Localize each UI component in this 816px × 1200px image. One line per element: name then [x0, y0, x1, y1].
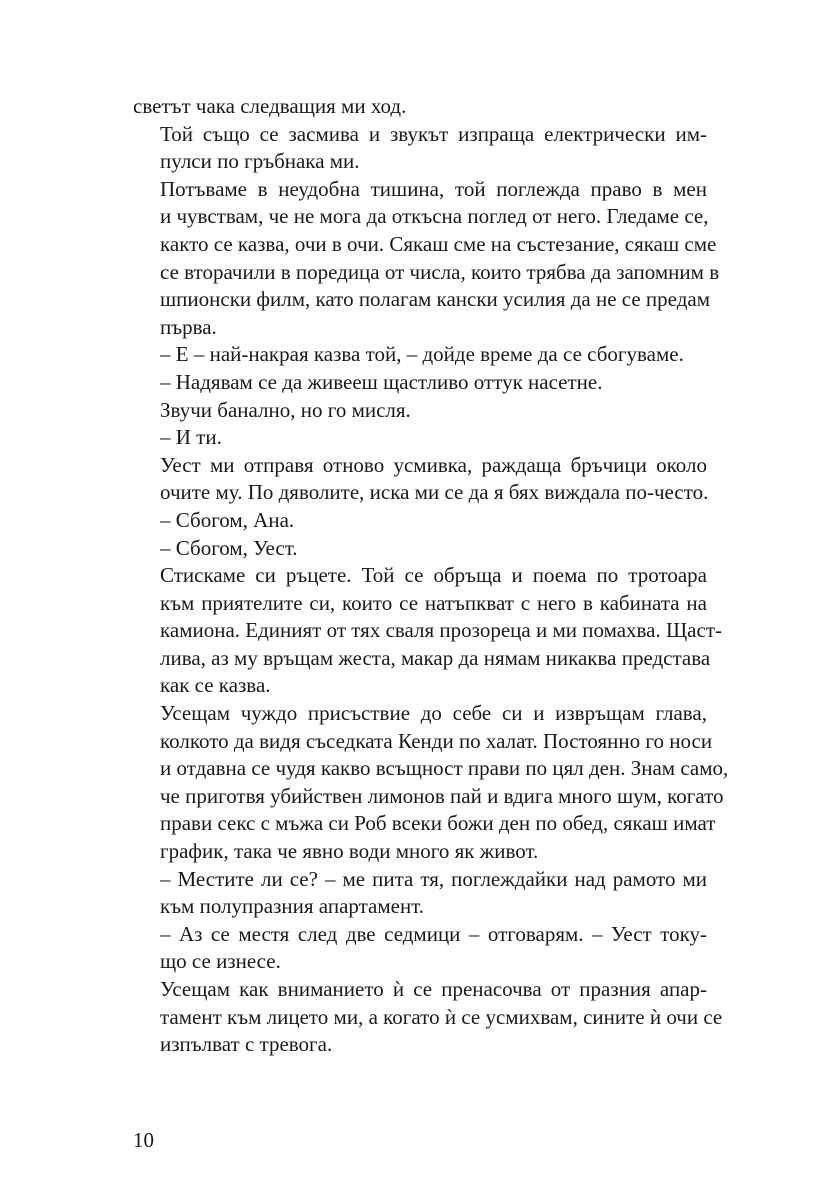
paragraph [133, 535, 707, 563]
paragraph [133, 562, 722, 700]
text-line: – Надявам се да живееш щастливо оттук насетне. [160, 369, 603, 394]
paragraph [133, 700, 729, 866]
text-line: прави секс с мъжа си Роб всеки божи ден по обед, сякаш имат [160, 811, 716, 836]
text-line: Звучи банално, но го мисля. [160, 397, 411, 422]
text-line: – Сбогом, Ана. [160, 507, 295, 532]
text-line: към приятелите си, които се натъпкват с него в кабината на [160, 590, 707, 615]
text-line: очите му. По дяволите, иска ми се да я бях виждала по-често. [160, 480, 709, 505]
text-line: Стискаме си ръцете. Той се обръща и поема по тротоара [160, 563, 707, 588]
paragraph [133, 176, 720, 342]
text-line: – И ти. [160, 425, 222, 450]
text-line: че приготвя убийствен лимонов пай и вдига много шум, когато [160, 783, 724, 808]
paragraph [133, 93, 707, 121]
text-line: как се казва. [160, 673, 271, 698]
text-line: колкото да видя съседката Кенди по халат. Постоянно го носи [160, 728, 713, 753]
text-line: Уест ми отправя отново усмивка, раждаща бръчици около [160, 452, 707, 477]
text-line: първа. [160, 314, 217, 339]
text-line: се вторачили в поредица от числа, които трябва да запомним в [160, 259, 720, 284]
paragraph [133, 341, 707, 369]
text-line: както се казва, очи в очи. Сякаш сме на състезание, сякаш сме [160, 231, 717, 256]
text-line: – Сбогом, Уест. [160, 535, 298, 560]
paragraph [133, 866, 707, 921]
paragraph [133, 921, 707, 976]
text-line: тамент към лицето ми, а когато ѝ се усмихвам, сините ѝ очи се [160, 1004, 723, 1029]
paragraph [133, 397, 707, 425]
text-line: – Аз се местя след две седмици – отговарям. – Уест току- [160, 921, 707, 946]
text-line: светът чака следващия ми ход. [133, 94, 407, 118]
text-line: към полупразния апартамент. [160, 894, 425, 919]
text-line: Потъваме в неудобна тишина, той поглежда право в мен [160, 176, 707, 201]
text-line: и отдавна се чудя какво всъщност прави по цял ден. Знам само, [160, 756, 729, 781]
paragraph [133, 507, 707, 535]
text-line: камиона. Единият от тях сваля прозореца и ми помахва. Щаст- [160, 618, 722, 643]
paragraph [133, 976, 723, 1059]
text-line: пулси по гръбнака ми. [160, 149, 360, 174]
text-line: изпълват с тревога. [160, 1032, 333, 1057]
text-line: – Е – най-накрая казва той, – дойде време да се сбогуваме. [160, 342, 684, 367]
text-line: Той също се засмива и звукът изпраща електрически им- [160, 121, 707, 146]
page-number: 10 [133, 1128, 154, 1152]
paragraph [133, 424, 707, 452]
paragraph [133, 369, 707, 397]
text-line: – Местите ли се? – ме пита тя, поглеждайки над рамото ми [160, 866, 707, 891]
paragraph [133, 452, 707, 507]
text-line: Усещам как вниманието ѝ се пренасочва от празния апар- [160, 977, 707, 1001]
page-body [133, 93, 729, 1059]
text-line: Усещам чуждо присъствие до себе си и извръщам глава, [160, 701, 707, 726]
text-line: що се изнесе. [160, 949, 281, 974]
paragraph [133, 121, 707, 176]
text-line: лива, аз му връщам жеста, макар да нямам никаква представа [160, 645, 711, 670]
text-line: и чувствам, че не мога да откъсна поглед от него. Гледаме се, [160, 204, 709, 229]
text-line: график, така че явно води много як живот. [160, 839, 539, 864]
text-line: шпионски филм, като полагам кански усилия да не се предам [160, 287, 710, 312]
